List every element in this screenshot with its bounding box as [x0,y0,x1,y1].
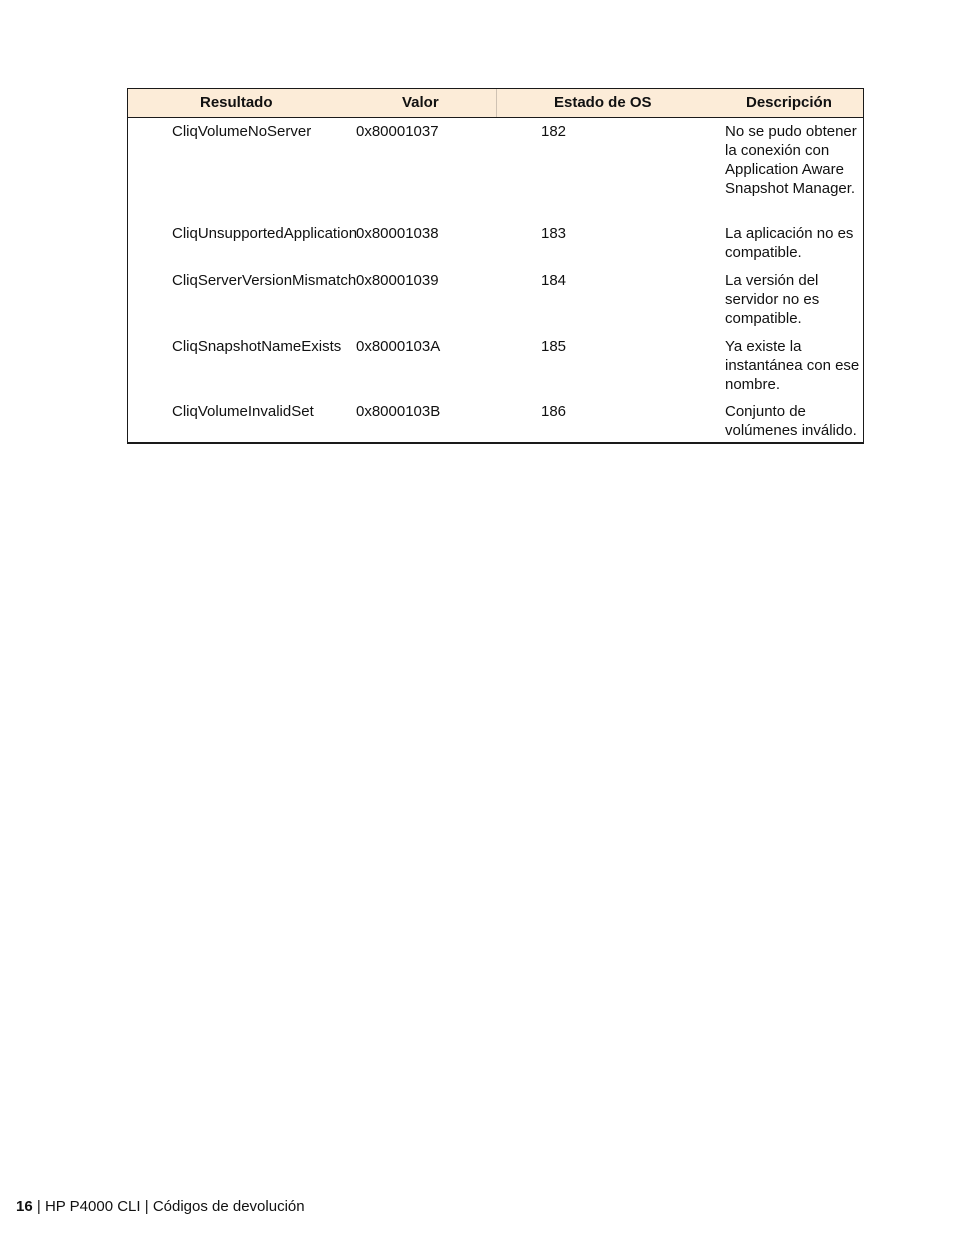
cell-os-state: 183 [541,225,567,242]
footer-product: HP P4000 CLI [44,1198,141,1215]
page-footer [16,1197,305,1217]
cell-description: Ya existe la instantánea con ese nombre. [725,338,860,393]
cell-description: La aplicación no es compatible. [725,225,854,261]
header-description: Descripción [746,94,832,111]
cell-result: CliqVolumeInvalidSet [172,403,314,420]
cell-description: Conjunto de volúmenes inválido. [725,403,857,439]
return-codes-table [127,88,864,444]
header-value: Valor [402,94,439,111]
cell-value: 0x80001037 [356,123,439,140]
page-number: 16 [16,1198,33,1215]
header-result: Resultado [200,94,273,111]
cell-os-state: 182 [541,123,567,140]
cell-value: 0x80001039 [356,272,439,289]
cell-description: No se pudo obtener la conexión con Application Aware Snapshot Manager. [725,123,857,197]
footer-separator: | [144,1198,149,1215]
footer-section: Códigos de devolución [152,1198,305,1215]
cell-result: CliqUnsupportedApplication [172,225,358,242]
cell-result: CliqSnapshotNameExists [172,338,342,355]
header-divider [496,89,497,117]
cell-os-state: 185 [541,338,567,355]
footer-separator: | [36,1198,41,1215]
cell-value: 0x8000103A [356,338,441,355]
cell-description: La versión del servidor no es compatible. [725,272,820,327]
cell-result: CliqVolumeNoServer [172,123,312,140]
cell-os-state: 184 [541,272,567,289]
cell-value: 0x80001038 [356,225,439,242]
cell-result: CliqServerVersionMismatch [172,272,357,289]
table-header [128,89,863,118]
cell-os-state: 186 [541,403,567,420]
cell-value: 0x8000103B [356,403,441,420]
header-os-state: Estado de OS [554,94,652,111]
